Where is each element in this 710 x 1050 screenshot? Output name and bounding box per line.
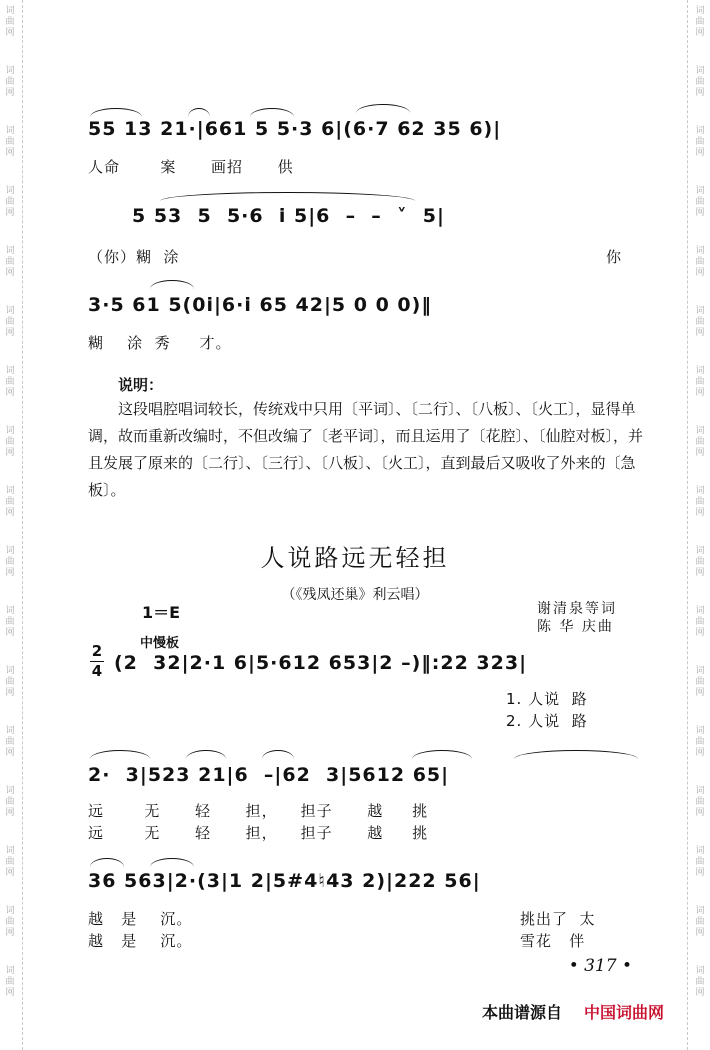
slur	[250, 108, 294, 117]
song-title: 人说路远无轻担	[260, 544, 450, 572]
score-line-1-lyrics: 人命 案 画招 供	[88, 158, 294, 176]
watermark-char: 曲	[5, 437, 15, 447]
watermark-char: 曲	[5, 317, 15, 327]
watermark-char: 词	[5, 306, 15, 316]
watermark-char: 词	[695, 66, 705, 76]
watermark-char: 曲	[5, 377, 15, 387]
slur	[90, 858, 124, 867]
song-row-2-lyrics-1: 远 无 轻 担， 担子 越 挑	[88, 802, 429, 820]
watermark-char: 网	[5, 748, 15, 758]
slur	[150, 280, 194, 289]
watermark-char: 词	[695, 486, 705, 496]
watermark-char: 曲	[5, 497, 15, 507]
watermark-char: 曲	[5, 737, 15, 747]
watermark-char: 词	[695, 906, 705, 916]
watermark-char: 词	[5, 846, 15, 856]
watermark-char: 网	[695, 388, 705, 398]
song-row-1-lyrics-2: 2. 人说 路	[506, 712, 588, 730]
slur	[160, 192, 415, 201]
song-row-1-notes: (2 32|2·1 6|5·612 653|2 –)‖:22 323|	[114, 652, 528, 674]
watermark-char: 曲	[5, 977, 15, 987]
watermark-char: 网	[5, 688, 15, 698]
watermark-char: 词	[695, 186, 705, 196]
watermark-char: 网	[5, 88, 15, 98]
score-line-1-notes: 55 13 21·|661 5 5·3 6|(6·7 62 35 6)|	[88, 118, 502, 140]
watermark-char: 网	[695, 88, 705, 98]
watermark-char: 曲	[5, 797, 15, 807]
watermark-char: 曲	[695, 977, 705, 987]
watermark-char: 网	[695, 328, 705, 338]
song-row-3-notes: 36 563|2·(3|1 2|5#4♮43 2)|222 56|	[88, 870, 481, 892]
watermark-char: 曲	[5, 257, 15, 267]
score-line-3-notes: 3·5 61 5(0i|6·i 65 42|5 0 0 0)‖	[88, 294, 432, 316]
watermark-char: 网	[5, 268, 15, 278]
watermark-char: 曲	[695, 737, 705, 747]
song-row-3-lyrics-left-2: 越 是 沉。	[88, 932, 193, 950]
score-line-2-lyrics-left: （你）糊 涂	[88, 248, 180, 266]
key-signature: 1＝E	[142, 603, 181, 622]
watermark-char: 网	[695, 868, 705, 878]
slur	[186, 750, 226, 759]
watermark-char: 曲	[695, 497, 705, 507]
watermark-char: 词	[695, 366, 705, 376]
watermark-char: 词	[695, 846, 705, 856]
watermark-char: 曲	[695, 377, 705, 387]
watermark-char: 网	[5, 448, 15, 458]
watermark-char: 曲	[695, 797, 705, 807]
song-row-3-lyrics-left-1: 越 是 沉。	[88, 910, 193, 928]
watermark-char: 网	[695, 448, 705, 458]
composer-credit: 陈 华 庆曲	[537, 619, 614, 635]
watermark-char: 网	[5, 208, 15, 218]
watermark-char: 网	[5, 808, 15, 818]
song-row-2-lyrics-2: 远 无 轻 担， 担子 越 挑	[88, 824, 429, 842]
score-line-2-notes: 5 53 5 5·6 i 5|6 – – ˅ 5|	[132, 205, 445, 227]
watermark-char: 曲	[695, 197, 705, 207]
watermark-char: 网	[695, 28, 705, 38]
song-subtitle: （《残凤还巢》利云唱）	[281, 587, 429, 603]
watermark-char: 网	[5, 928, 15, 938]
watermark-char: 网	[5, 988, 15, 998]
watermark-char: 网	[695, 688, 705, 698]
watermark-char: 曲	[695, 677, 705, 687]
watermark-char: 曲	[695, 437, 705, 447]
watermark-char: 曲	[695, 617, 705, 627]
watermark-char: 词	[5, 66, 15, 76]
explanation-heading: 说明：	[118, 376, 164, 394]
watermark-char: 词	[695, 426, 705, 436]
watermark-char: 曲	[5, 557, 15, 567]
watermark-char: 词	[695, 606, 705, 616]
watermark-char: 词	[5, 246, 15, 256]
watermark-char: 词	[695, 966, 705, 976]
slur	[90, 108, 142, 117]
score-line-2-lyrics-right: 你	[606, 248, 623, 266]
source-site-link[interactable]: 中国词曲网	[584, 1003, 665, 1022]
watermark-char: 词	[695, 666, 705, 676]
slur	[514, 750, 638, 759]
watermark-char: 网	[695, 508, 705, 518]
slur	[262, 750, 294, 759]
watermark-char: 曲	[695, 857, 705, 867]
watermark-char: 网	[695, 748, 705, 758]
watermark-char: 网	[5, 568, 15, 578]
explanation-text: 这段唱腔唱词较长，传统戏中只用〔平词〕、〔二行〕、〔八板〕、〔火工〕，显得单调，故而重新改编时，不但改编了〔老平词〕，而且运用了〔花腔〕、〔仙腔对板〕，并且发展了原来的〔二行〕、〔三行〕、〔八板〕、〔火工〕，直到最后又吸收了外来的〔急板〕。	[88, 400, 644, 499]
watermark-char: 词	[695, 6, 705, 16]
watermark-char: 网	[695, 988, 705, 998]
watermark-char: 词	[5, 666, 15, 676]
watermark-char: 词	[695, 786, 705, 796]
slur	[412, 750, 472, 759]
watermark-char: 曲	[5, 617, 15, 627]
time-signature	[90, 644, 104, 679]
source-prefix: 本曲谱源自	[482, 1003, 563, 1022]
watermark-char: 曲	[695, 257, 705, 267]
watermark-char: 词	[5, 546, 15, 556]
watermark-char: 网	[5, 328, 15, 338]
time-signature-top: 2	[91, 642, 103, 660]
watermark-char: 词	[5, 486, 15, 496]
slur	[90, 750, 150, 759]
watermark-char: 网	[695, 208, 705, 218]
watermark-char: 曲	[5, 137, 15, 147]
left-watermark-strip	[0, 0, 23, 1050]
watermark-char: 词	[5, 726, 15, 736]
song-row-1-lyrics-1: 1. 人说 路	[506, 690, 588, 708]
watermark-char: 词	[695, 726, 705, 736]
watermark-char: 词	[5, 426, 15, 436]
watermark-char: 曲	[695, 317, 705, 327]
watermark-char: 网	[5, 28, 15, 38]
watermark-char: 网	[695, 628, 705, 638]
watermark-char: 曲	[5, 197, 15, 207]
watermark-char: 曲	[695, 137, 705, 147]
watermark-char: 词	[5, 786, 15, 796]
watermark-char: 曲	[5, 77, 15, 87]
slur	[150, 858, 194, 867]
watermark-char: 曲	[695, 917, 705, 927]
watermark-char: 网	[5, 868, 15, 878]
watermark-char: 词	[5, 186, 15, 196]
watermark-char: 网	[695, 928, 705, 938]
watermark-char: 词	[5, 126, 15, 136]
song-row-3-lyrics-right-1: 挑出了 太	[520, 910, 596, 928]
watermark-char: 网	[695, 148, 705, 158]
watermark-char: 词	[5, 906, 15, 916]
watermark-char: 网	[5, 628, 15, 638]
watermark-char: 网	[695, 268, 705, 278]
watermark-char: 词	[5, 606, 15, 616]
watermark-char: 曲	[695, 17, 705, 27]
watermark-char: 曲	[5, 677, 15, 687]
lyricist-credit: 谢清泉等词	[537, 601, 617, 617]
watermark-char: 曲	[695, 77, 705, 87]
watermark-char: 词	[695, 126, 705, 136]
tempo-marking: 中慢板	[140, 636, 180, 651]
watermark-char: 词	[5, 966, 15, 976]
score-line-3-lyrics: 糊 涂 秀 才。	[88, 334, 232, 352]
watermark-char: 曲	[5, 917, 15, 927]
watermark-char: 曲	[695, 557, 705, 567]
watermark-char: 网	[5, 508, 15, 518]
song-row-3-lyrics-right-2: 雪花 伴	[520, 932, 586, 950]
right-watermark-strip	[687, 0, 710, 1050]
watermark-char: 网	[5, 148, 15, 158]
slur	[188, 108, 210, 117]
slur	[356, 104, 410, 113]
watermark-char: 词	[5, 6, 15, 16]
watermark-char: 曲	[5, 857, 15, 867]
watermark-char: 词	[5, 366, 15, 376]
song-row-2-notes: 2· 3|523 21|6 –|62 3|5612 65|	[88, 764, 450, 786]
watermark-char: 网	[695, 808, 705, 818]
watermark-char: 网	[5, 388, 15, 398]
watermark-char: 曲	[5, 17, 15, 27]
watermark-char: 词	[695, 546, 705, 556]
source-credit	[482, 1000, 664, 1023]
page-number: • 317 •	[568, 956, 632, 976]
watermark-char: 网	[695, 568, 705, 578]
watermark-char: 词	[695, 246, 705, 256]
watermark-char: 词	[695, 306, 705, 316]
time-signature-bottom: 4	[91, 662, 103, 680]
